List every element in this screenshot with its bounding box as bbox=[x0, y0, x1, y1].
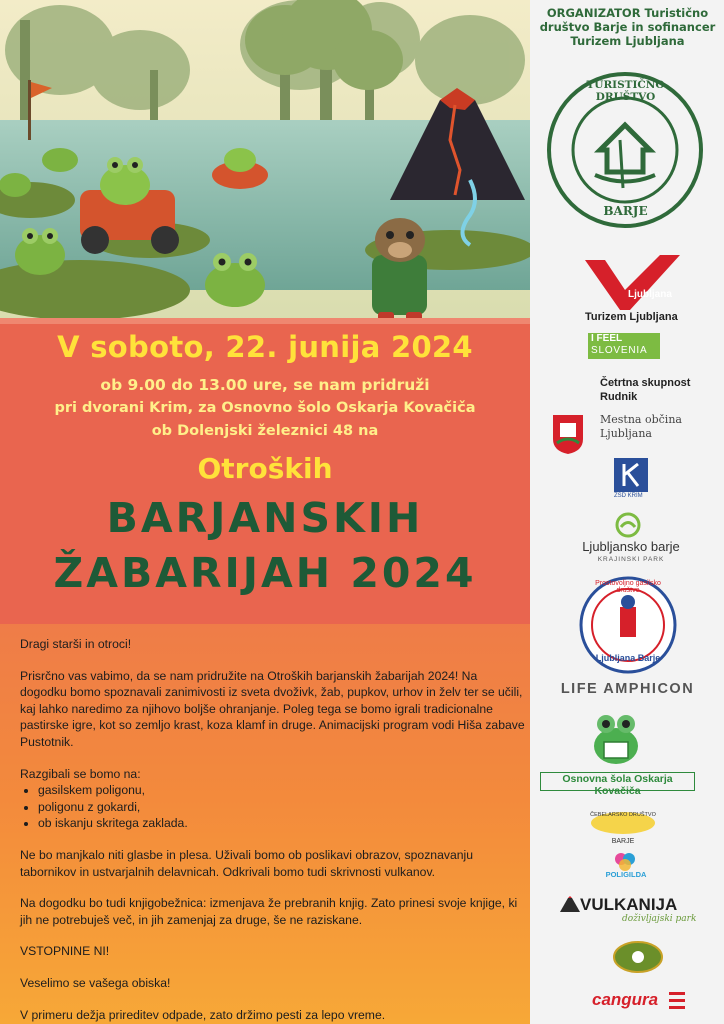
tl-caption: Turizem Ljubljana bbox=[585, 311, 678, 323]
list-item: • ob iskanju skritega zaklada. bbox=[38, 815, 525, 832]
welcome-line: Veselimo se vašega obiska! bbox=[20, 975, 171, 990]
free-entry: VSTOPNINE NI! bbox=[20, 944, 110, 959]
ljubljansko-barje-icon bbox=[613, 512, 643, 538]
activities-intro: Razgibali se bomo na: bbox=[20, 766, 141, 781]
lb-line-2: KRAJINSKI PARK bbox=[597, 556, 665, 563]
poligilda-label: POLIGILDA bbox=[605, 870, 647, 879]
music-paragraph: Ne bo manjkalo niti glasbe in plesa. Uživali bomo ob poslikavi obrazov, spoznavanju tabornikov in ustvarjalnih delavnicah. Odkrivali bomo tudi skrivnosti vulkanov. bbox=[20, 847, 473, 879]
td-ring-top: TURISTIČNO DRUŠTVO bbox=[586, 79, 665, 103]
vulkanija-sub: doživljajski park bbox=[622, 914, 697, 924]
organizer-text: ORGANIZATOR Turistično društvo Barje in sofinancer Turizem Ljubljana bbox=[539, 6, 716, 48]
pgd-name: Ljubljana Barje bbox=[595, 653, 661, 663]
bee-line-1: ČEBELARSKO DRUŠTVO bbox=[590, 812, 656, 818]
books-paragraph: Na dogodku bo tudi knjigobežnica: izmenjava že prebranih knjig. Zato prinesi svoje knjige, ki jih ne potrebuješ več, in jih zamenjaj za druge, še ne raziskane. bbox=[20, 896, 518, 927]
school-frog-icon bbox=[588, 708, 644, 768]
life-amphicon-logo: LIFE AMPHICON bbox=[560, 681, 695, 697]
activities-list bbox=[20, 782, 525, 832]
time-line: ob 9.00 do 13.00 ure, se nam pridruži bbox=[100, 376, 430, 394]
td-ring-bottom: BARJE bbox=[603, 204, 648, 218]
list-item: • gasilskem poligonu, bbox=[38, 782, 525, 799]
ifeel-line-1: I FEEL bbox=[591, 333, 623, 344]
mole-mascot bbox=[372, 218, 427, 322]
pgd-ring-text: Prostovoljno gasilsko društvo bbox=[595, 580, 661, 594]
location-line-1: pri dvorani Krim, za Osnovno šolo Oskarja Kovačiča bbox=[54, 400, 476, 416]
cangura-side-icon bbox=[667, 990, 687, 1012]
mol-line-2: Ljubljana bbox=[600, 427, 652, 440]
zsd-krim-logo bbox=[614, 458, 648, 492]
vulkanija-icon bbox=[560, 896, 580, 912]
title-word-1: Otroških bbox=[197, 452, 333, 485]
poligilda-icon bbox=[614, 852, 636, 872]
rain-notice: V primeru dežja prireditev odpade, zato držimo pesti za lepo vreme. bbox=[20, 1007, 386, 1022]
list-item: • poligonu z gokardi, bbox=[38, 799, 525, 816]
invitation-body bbox=[20, 636, 525, 1024]
lb-line-1: Ljubljansko barje bbox=[582, 539, 680, 554]
ks-line-1: Četrtna skupnost bbox=[600, 377, 691, 389]
mol-line-1: Mestna občina bbox=[600, 413, 682, 426]
ks-line-2: Rudnik bbox=[600, 391, 638, 403]
ifeel-line-2: SLOVENIA bbox=[591, 345, 648, 356]
location-line-2: ob Dolenjski železnici 48 na bbox=[151, 423, 379, 439]
mol-crest-icon bbox=[551, 413, 585, 455]
school-name: Osnovna šola Oskarja Kovačiča bbox=[562, 773, 673, 797]
cangura-logo: cangura bbox=[592, 990, 659, 1009]
intro-paragraph: Prisrčno vas vabimo, da se nam pridružite na Otroških barjanskih žabarijah 2024! Na dogodku bomo spoznavali zanimivosti iz sveta dvoživk, žab, pupkov, urhov in želv ter se učili, kaj lahko naredimo za njihovo boljše ohranjanje. Poleg tega se bomo igrali tradicionalne pastirske igre, kot so zemljo krast, koza klamf in druge. Animacijski program vodi Hiša zabave Pustotnik. bbox=[20, 668, 525, 749]
swamp-illustration bbox=[0, 0, 530, 335]
scouts-badge bbox=[612, 940, 664, 974]
vulkanija-label: VULKANIJA bbox=[580, 895, 678, 914]
tl-logo-label: Ljubljana bbox=[628, 289, 672, 300]
frog-left bbox=[15, 228, 65, 275]
title-word-3: ŽABARIJAH 2024 bbox=[53, 549, 477, 597]
greeting: Dragi starši in otroci! bbox=[20, 637, 132, 651]
bee-line-2: BARJE bbox=[611, 838, 635, 845]
title-word-2: BARJANSKIH bbox=[106, 494, 424, 542]
date-headline: V soboto, 22. junija 2024 bbox=[57, 330, 473, 364]
zsd-label: ZSD KRIM bbox=[614, 493, 643, 499]
turizem-ljubljana-logo bbox=[585, 255, 680, 310]
